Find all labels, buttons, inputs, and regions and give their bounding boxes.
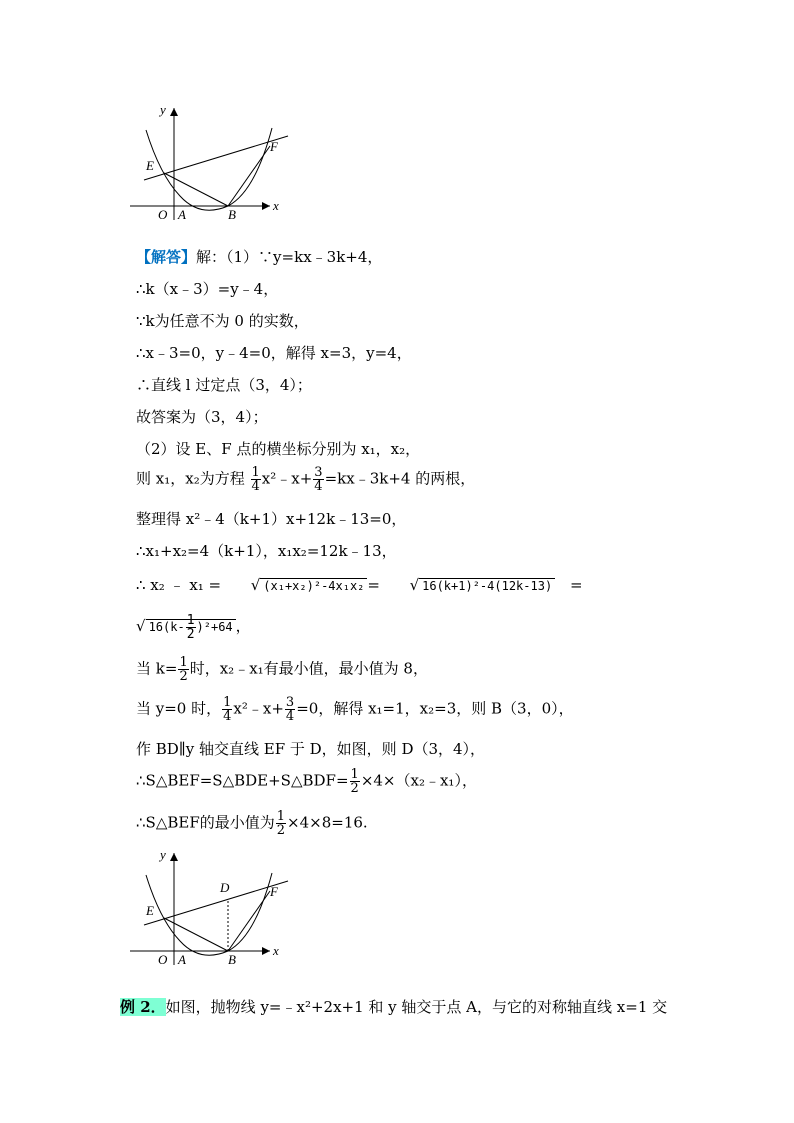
text-line: 例 2．如图，抛物线 y=﹣x²+2x+1 和 y 轴交于点 A，与它的对称轴直线 x=1 交 xyxy=(120,998,668,1016)
text-line: ∴直线 l 过定点（3，4）； xyxy=(136,376,312,394)
segment-BF xyxy=(228,146,270,206)
text-line: ∴k（x﹣3）=y﹣4， xyxy=(136,280,279,298)
example-tag: 例 2． xyxy=(120,998,166,1016)
text-line: 解：（1）∵y=kx﹣3k+4， xyxy=(196,248,383,266)
figure-graph-2 xyxy=(130,845,300,970)
parabola xyxy=(146,873,272,955)
svg-text:A: A xyxy=(178,952,186,967)
text-line: （2）设 E、F 点的横坐标分别为 x₁，x₂， xyxy=(136,440,421,458)
svg-text:D: D xyxy=(220,880,230,895)
figure-graph-1 xyxy=(130,100,300,225)
text-line: ∴x₁+x₂=4（k+1），x₁x₂=12k﹣13， xyxy=(136,542,397,560)
svg-text:x: x xyxy=(273,943,279,958)
svg-text:F: F xyxy=(270,884,278,899)
svg-text:y: y xyxy=(160,102,166,117)
text-line: 则 x₁，x₂为方程 $\frac{1}{4}$ x²﹣x+ $\frac{3}{4}$ =kx﹣3k+4 的两根， xyxy=(136,465,476,494)
parabola xyxy=(146,128,272,210)
svg-text:B: B xyxy=(228,207,236,222)
text-line: 故答案为（3，4）； xyxy=(136,408,268,426)
text-line: 作 BD∥y 轴交直线 EF 于 D，如图，则 D（3，4）， xyxy=(136,740,486,758)
text-line: √ 16(k- $\frac{1}{2}$ )²+64 ， xyxy=(136,613,251,642)
svg-text:y: y xyxy=(160,847,166,862)
segment-BF xyxy=(228,891,270,951)
text-line: 当 y=0 时， $\frac{1}{4}$ x²﹣x+ $\frac{3}{4}$ =0，解得 x₁=1，x₂=3，则 B（3，0）， xyxy=(136,695,574,724)
text-line: 当 k= $\frac{1}{2}$ 时，x₂﹣x₁有最小值，最小值为 8， xyxy=(136,655,428,684)
svg-text:B: B xyxy=(228,952,236,967)
svg-text:F: F xyxy=(270,139,278,154)
svg-text:E: E xyxy=(146,158,154,173)
text-line: ∴x﹣3=0，y﹣4=0，解得 x=3，y=4， xyxy=(136,344,412,362)
answer-tag: 【解答】 xyxy=(136,248,197,266)
svg-text:x: x xyxy=(273,198,279,213)
text-line: 整理得 x²﹣4（k+1）x+12k﹣13=0， xyxy=(136,510,407,528)
svg-text:O: O xyxy=(158,952,168,967)
svg-text:O: O xyxy=(158,207,168,222)
svg-text:E: E xyxy=(146,903,154,918)
text-line: ∴ x₂ ﹣ x₁ = √ (x₁+x₂)²-4x₁x₂ = √ 16(k+1)²-4(12k-13) = xyxy=(136,576,583,594)
text-line: ∴S△BEF的最小值为 $\frac{1}{2}$ ×4×8=16. xyxy=(136,809,368,838)
svg-text:A: A xyxy=(178,207,186,222)
text-line: ∴S△BEF=S△BDE+S△BDF= $\frac{1}{2}$ ×4×（x₂﹣x₁）， xyxy=(136,767,477,796)
text-line: ∵k为任意不为 0 的实数， xyxy=(136,312,309,330)
